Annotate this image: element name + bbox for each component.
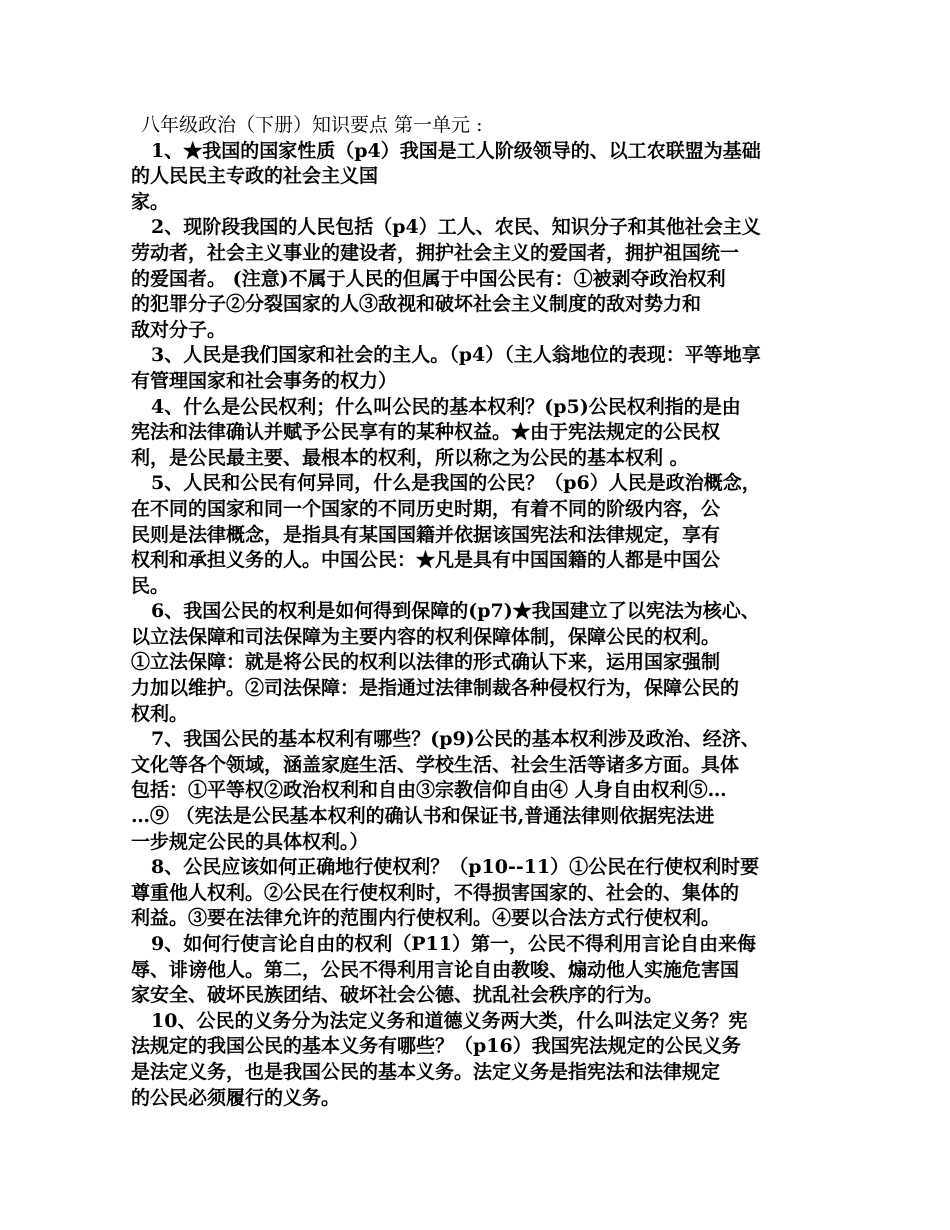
paragraph <box>131 215 813 343</box>
paragraph-line: 9、如何行使言论自由的权利（P11）第一，公民不得利用言论自由来侮 <box>151 933 756 955</box>
paragraph-line: 10、公民的义务分为法定义务和道德义务两大类，什么叫法定义务？宪 <box>151 1009 748 1032</box>
paragraph-line: 宪法和法律确认并赋予公民享有的某种权益。★由于宪法规定的公民权 <box>131 421 721 444</box>
paragraph-line: 民则是法律概念，是指具有某国国籍并依据该国宪法和法律规定，享有 <box>131 523 721 546</box>
paragraph-line: 敌对分子。 <box>131 318 227 341</box>
paragraph-line: 以立法保障和司法保障为主要内容的权利保障体制，保障公民的权利。 <box>131 625 721 648</box>
paragraph <box>131 727 813 855</box>
paragraph <box>131 599 813 727</box>
paragraph-line: …⑨ （宪法是公民基本权利的确认书和保证书,普通法律则依据宪法进 <box>131 805 715 828</box>
paragraph-line: 权利。 <box>131 702 189 725</box>
paragraph-line: 辱、诽谤他人。第二，公民不得利用言论自由教唆、煽动他人实施危害国 <box>131 958 740 981</box>
paragraph-line: 的爱国者。 (注意)不属于人民的但属于中国公民有：①被剥夺政治权利 <box>131 267 726 290</box>
paragraph <box>131 1009 813 1111</box>
paragraph-line: 家。 <box>131 190 170 213</box>
paragraph-line: 一步规定公民的具体权利。） <box>131 830 369 853</box>
paragraph-line: 利益。③要在法律允许的范围内行使权利。④要以合法方式行使权利。 <box>131 907 721 930</box>
paragraph-line: 7、我国公民的基本权利有哪些？(p9)公民的基本权利涉及政治、经济、 <box>151 728 760 751</box>
paragraph-line: 民。 <box>131 574 170 597</box>
paragraph-line: 1、★我国的国家性质（p4）我国是工人阶级领导的、以工农联盟为基础 <box>151 139 761 162</box>
paragraph-line: 法规定的我国公民的基本义务有哪些？（p16）我国宪法规定的公民义务 <box>131 1035 741 1058</box>
paragraph <box>131 932 813 1009</box>
paragraph-line: 包括：①平等权②政治权利和自由③宗教信仰自由④ 人身自由权利⑤… <box>131 779 727 802</box>
paragraph <box>131 855 813 932</box>
paragraph-line: 的公民必须履行的义务。 <box>131 1086 341 1109</box>
paragraph-line: 4、什么是公民权利；什么叫公民的基本权利？(p5)公民权利指的是由 <box>151 395 741 418</box>
paragraph-line: 有管理国家和社会事务的权力） <box>131 369 398 392</box>
paragraph-line: 劳动者，社会主义事业的建设者，拥护社会主义的爱国者，拥护祖国统一 <box>131 241 740 264</box>
paragraph-line: 5、人民和公民有何异同，什么是我国的公民？（p6）人民是政治概念， <box>151 472 761 495</box>
paragraph-line: 的犯罪分子②分裂国家的人③敌视和破坏社会主义制度的敌对势力和 <box>131 293 702 316</box>
document-title: 八年级政治（下册）知识要点 第一单元 : <box>141 114 483 136</box>
paragraph-line: 利，是公民最主要、最根本的权利，所以称之为公民的基本权利 。 <box>131 446 689 469</box>
paragraph-list <box>131 139 813 1112</box>
paragraph-line: 3、人民是我们国家和社会的主人。（p4）（主人翁地位的表现：平等地享 <box>151 344 761 367</box>
paragraph <box>131 471 813 599</box>
paragraph-line: 2、现阶段我国的人民包括（p4）工人、农民、知识分子和其他社会主义 <box>151 216 761 239</box>
paragraph-line: ①立法保障：就是将公民的权利以法律的形式确认下来，运用国家强制 <box>131 651 721 674</box>
paragraph-line: 是法定义务，也是我国公民的基本义务。法定义务是指宪法和法律规定 <box>131 1060 721 1083</box>
paragraph <box>131 395 813 472</box>
paragraph <box>131 139 813 216</box>
paragraph-line: 家安全、破坏民族团结、破坏社会公德、扰乱社会秩序的行为。 <box>131 984 664 1007</box>
paragraph-line: 力加以维护。②司法保障：是指通过法律制裁各种侵权行为，保障公民的 <box>131 677 740 700</box>
paragraph-line: 6、我国公民的权利是如何得到保障的(p7)★我国建立了以宪法为核心、 <box>151 600 760 623</box>
paragraph-line: 8、公民应该如何正确地行使权利？（p10--11）①公民在行使权利时要 <box>151 856 760 879</box>
paragraph-line: 的人民民主专政的社会主义国 <box>131 165 379 188</box>
paragraph <box>131 343 813 394</box>
paragraph-line: 文化等各个领域，涵盖家庭生活、学校生活、社会生活等诸多方面。具体 <box>131 753 740 776</box>
paragraph-line: 尊重他人权利。②公民在行使权利时，不得损害国家的、社会的、集体的 <box>131 881 740 904</box>
paragraph-line: 在不同的国家和同一个国家的不同历史时期，有着不同的阶级内容，公 <box>131 497 721 520</box>
paragraph-line: 权利和承担义务的人。中国公民：★凡是具有中国国籍的人都是中国公 <box>131 549 721 572</box>
document-page <box>131 113 813 1111</box>
